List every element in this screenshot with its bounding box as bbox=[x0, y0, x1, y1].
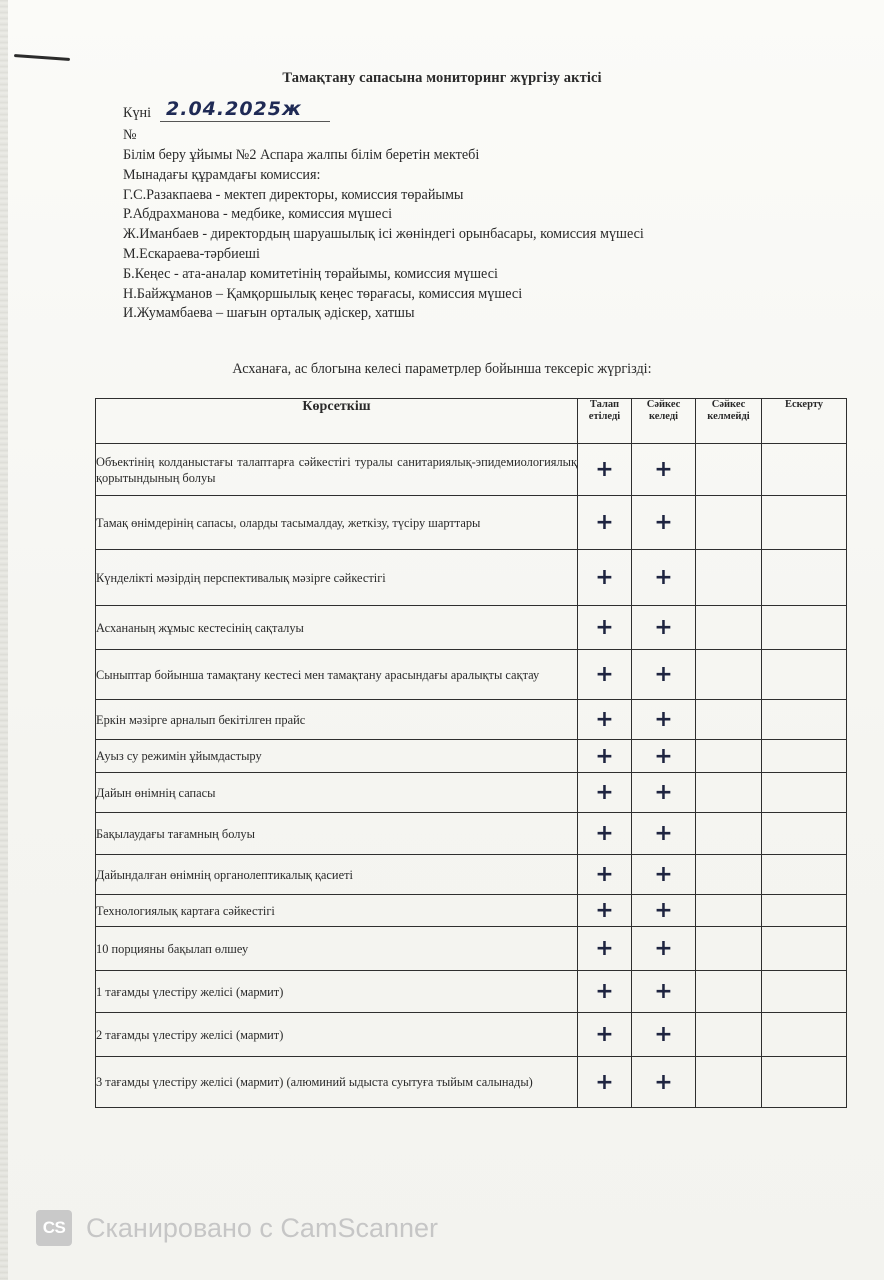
header-required-line2: етіледі bbox=[588, 411, 621, 422]
indicator-cell: 3 тағамды үлестіру желісі (мармит) (алюминий ыдыста суытуға тыйым салынады) bbox=[96, 1057, 578, 1108]
matches-check: + bbox=[632, 855, 696, 895]
mismatch-cell bbox=[696, 740, 762, 773]
header-matches-line1: Сәйкес bbox=[646, 399, 681, 410]
note-cell bbox=[762, 650, 847, 700]
header-required-line1: Талап bbox=[589, 399, 620, 410]
indicator-cell: Күнделікті мәзірдің перспективалық мәзірге сәйкестігі bbox=[96, 550, 578, 606]
mismatch-cell bbox=[696, 971, 762, 1013]
pen-stroke-mark bbox=[14, 54, 70, 61]
mismatch-cell bbox=[696, 1057, 762, 1108]
indicator-cell: Сыныптар бойынша тамақтану кестесі мен тамақтану арасындағы аралықты сақтау bbox=[96, 650, 578, 700]
required-check: + bbox=[578, 1057, 632, 1108]
matches-check: + bbox=[632, 1057, 696, 1108]
header-note: Ескерту bbox=[762, 399, 847, 444]
table-row bbox=[96, 550, 847, 606]
indicator-cell: Бақылаудағы тағамның болуы bbox=[96, 813, 578, 855]
mismatch-cell bbox=[696, 606, 762, 650]
note-cell bbox=[762, 1013, 847, 1057]
mismatch-cell bbox=[696, 813, 762, 855]
header-mismatch-line2: келмейді bbox=[707, 411, 750, 422]
note-cell bbox=[762, 550, 847, 606]
required-check: + bbox=[578, 1013, 632, 1057]
matches-check: + bbox=[632, 496, 696, 550]
required-check: + bbox=[578, 650, 632, 700]
matches-check: + bbox=[632, 971, 696, 1013]
note-cell bbox=[762, 700, 847, 740]
mismatch-cell bbox=[696, 700, 762, 740]
indicator-cell: Дайын өнімнің сапасы bbox=[96, 773, 578, 813]
number-label: № bbox=[123, 127, 137, 143]
date-label: Күні bbox=[123, 105, 152, 121]
header-mismatch bbox=[696, 399, 762, 444]
table-row bbox=[96, 773, 847, 813]
indicator-cell: Тамақ өнімдерінің сапасы, оларды тасымалдау, жеткізу, түсіру шарттары bbox=[96, 496, 578, 550]
mismatch-cell bbox=[696, 895, 762, 927]
required-check: + bbox=[578, 813, 632, 855]
matches-check: + bbox=[632, 650, 696, 700]
table-row bbox=[96, 1013, 847, 1057]
table-row bbox=[96, 971, 847, 1013]
note-cell bbox=[762, 813, 847, 855]
required-check: + bbox=[578, 895, 632, 927]
table-row bbox=[96, 650, 847, 700]
indicator-cell: 10 порцияны бақылап өлшеу bbox=[96, 927, 578, 971]
required-check: + bbox=[578, 927, 632, 971]
camscanner-logo-icon: CS bbox=[36, 1210, 72, 1246]
header-required bbox=[578, 399, 632, 444]
table-row bbox=[96, 700, 847, 740]
table-row bbox=[96, 606, 847, 650]
indicator-cell: Объектінің колданыстағы талаптарға сәйкестігі туралы санитариялық-эпидемиологиялық қорытындының болуы bbox=[96, 444, 578, 496]
mismatch-cell bbox=[696, 855, 762, 895]
matches-check: + bbox=[632, 813, 696, 855]
indicator-cell: 2 тағамды үлестіру желісі (мармит) bbox=[96, 1013, 578, 1057]
note-cell bbox=[762, 855, 847, 895]
commission-heading: Мынадағы құрамдағы комиссия: bbox=[123, 167, 321, 183]
date-handwritten: 2.04.2025ж bbox=[166, 98, 302, 120]
required-check: + bbox=[578, 740, 632, 773]
note-cell bbox=[762, 606, 847, 650]
required-check: + bbox=[578, 444, 632, 496]
indicator-cell: Ауыз су режимін ұйымдастыру bbox=[96, 740, 578, 773]
matches-check: + bbox=[632, 606, 696, 650]
commission-member: Ж.Иманбаев - директордың шаруашылық ісі жөніндегі орынбасары, комиссия мүшесі bbox=[123, 226, 644, 242]
required-check: + bbox=[578, 971, 632, 1013]
matches-check: + bbox=[632, 773, 696, 813]
commission-member: Н.Байжұманов – Қамқоршылық кеңес төрағасы, комиссия мүшесі bbox=[123, 286, 523, 302]
indicator-cell: Технологиялық картаға сәйкестігі bbox=[96, 895, 578, 927]
matches-check: + bbox=[632, 444, 696, 496]
indicator-cell: Еркін мәзірге арналып бекітілген прайс bbox=[96, 700, 578, 740]
organization-line: Білім беру ұйымы №2 Аспара жалпы білім беретін мектебі bbox=[123, 147, 480, 163]
header-matches bbox=[632, 399, 696, 444]
watermark-text: Сканировано с CamScanner bbox=[86, 1212, 439, 1243]
header-mismatch-line1: Сәйкес bbox=[711, 399, 746, 410]
header-indicator: Көрсеткіш bbox=[96, 399, 578, 444]
document-title: Тамақтану сапасына мониторинг жүргізу актісі bbox=[282, 70, 602, 86]
mismatch-cell bbox=[696, 773, 762, 813]
table-row bbox=[96, 895, 847, 927]
note-cell bbox=[762, 740, 847, 773]
inspection-intro: Асханаға, ас блогына келесі параметрлер бойынша тексеріс жүргізді: bbox=[232, 361, 652, 377]
matches-check: + bbox=[632, 740, 696, 773]
table-row bbox=[96, 740, 847, 773]
required-check: + bbox=[578, 773, 632, 813]
note-cell bbox=[762, 444, 847, 496]
commission-member: И.Жумамбаева – шағын орталық әдіскер, хатшы bbox=[123, 305, 415, 321]
required-check: + bbox=[578, 855, 632, 895]
note-cell bbox=[762, 895, 847, 927]
note-cell bbox=[762, 496, 847, 550]
page-edge-shadow bbox=[0, 0, 8, 1280]
indicator-cell: Асхананың жұмыс кестесінің сақталуы bbox=[96, 606, 578, 650]
mismatch-cell bbox=[696, 496, 762, 550]
header-matches-line2: келеді bbox=[648, 411, 679, 422]
date-underline bbox=[160, 121, 330, 122]
commission-member: Б.Кеңес - ата-аналар комитетінің төрайымы, комиссия мүшесі bbox=[123, 266, 498, 282]
indicator-cell: 1 тағамды үлестіру желісі (мармит) bbox=[96, 971, 578, 1013]
matches-check: + bbox=[632, 550, 696, 606]
matches-check: + bbox=[632, 895, 696, 927]
mismatch-cell bbox=[696, 650, 762, 700]
commission-member: Р.Абдрахманова - медбике, комиссия мүшесі bbox=[123, 206, 393, 222]
matches-check: + bbox=[632, 1013, 696, 1057]
table-row bbox=[96, 855, 847, 895]
required-check: + bbox=[578, 700, 632, 740]
table-row bbox=[96, 927, 847, 971]
table-row bbox=[96, 496, 847, 550]
mismatch-cell bbox=[696, 1013, 762, 1057]
table-row bbox=[96, 444, 847, 496]
table-row bbox=[96, 1057, 847, 1108]
mismatch-cell bbox=[696, 927, 762, 971]
indicator-cell: Дайындалған өнімнің органолептикалық қасиеті bbox=[96, 855, 578, 895]
mismatch-cell bbox=[696, 550, 762, 606]
note-cell bbox=[762, 1057, 847, 1108]
matches-check: + bbox=[632, 927, 696, 971]
inspection-table bbox=[95, 398, 847, 1108]
matches-check: + bbox=[632, 700, 696, 740]
note-cell bbox=[762, 971, 847, 1013]
required-check: + bbox=[578, 496, 632, 550]
table-row bbox=[96, 813, 847, 855]
required-check: + bbox=[578, 550, 632, 606]
note-cell bbox=[762, 773, 847, 813]
commission-member: Г.С.Разакпаева - мектеп директоры, комиссия төрайымы bbox=[123, 187, 464, 203]
note-cell bbox=[762, 927, 847, 971]
commission-member: М.Ескараева-тәрбиеші bbox=[123, 246, 260, 262]
required-check: + bbox=[578, 606, 632, 650]
camscanner-watermark bbox=[36, 1208, 438, 1248]
mismatch-cell bbox=[696, 444, 762, 496]
table-header-row bbox=[96, 399, 847, 444]
